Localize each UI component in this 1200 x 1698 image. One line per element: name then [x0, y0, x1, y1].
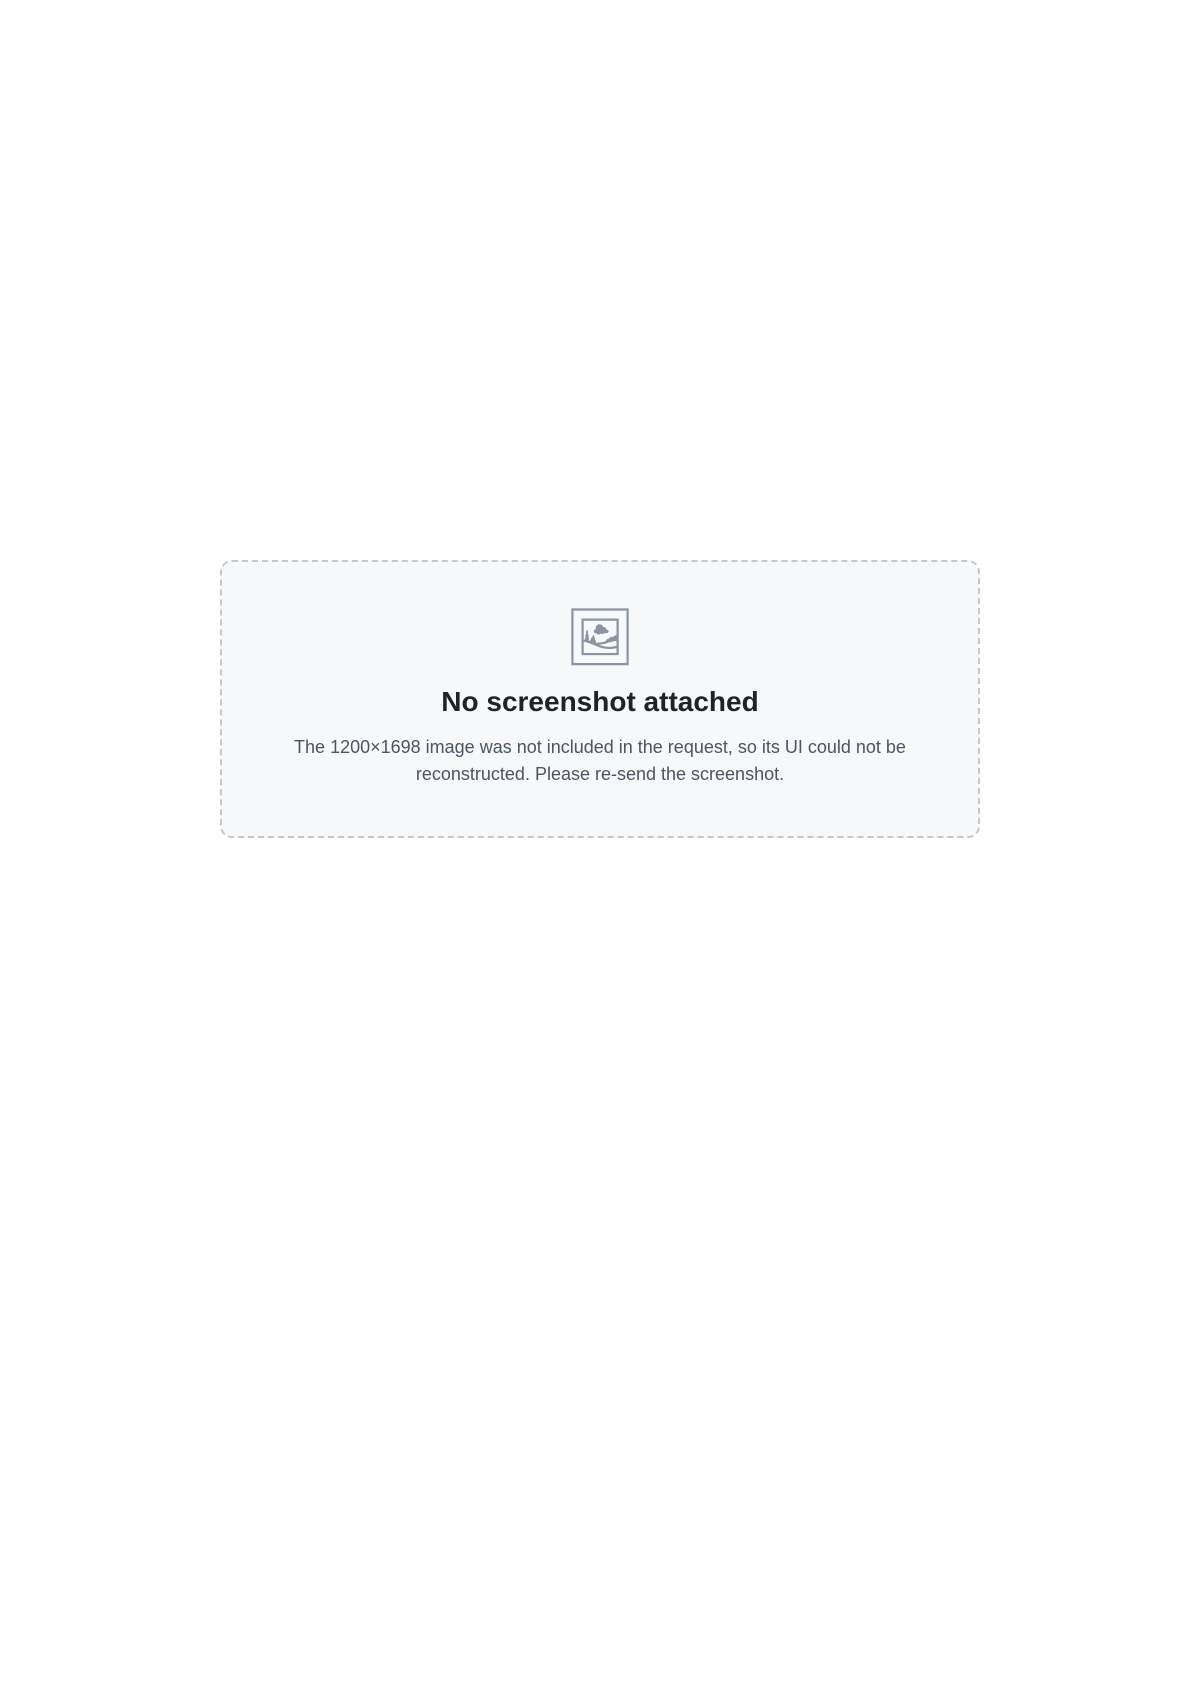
- missing-image-notice: [220, 560, 980, 838]
- image-missing-icon: 🖼: [564, 605, 636, 670]
- notice-title: No screenshot attached: [441, 686, 759, 717]
- notice-message: The 1200×1698 image was not included in the request, so its UI could not be reconstructed. Please re-send the screenshot.: [294, 737, 906, 784]
